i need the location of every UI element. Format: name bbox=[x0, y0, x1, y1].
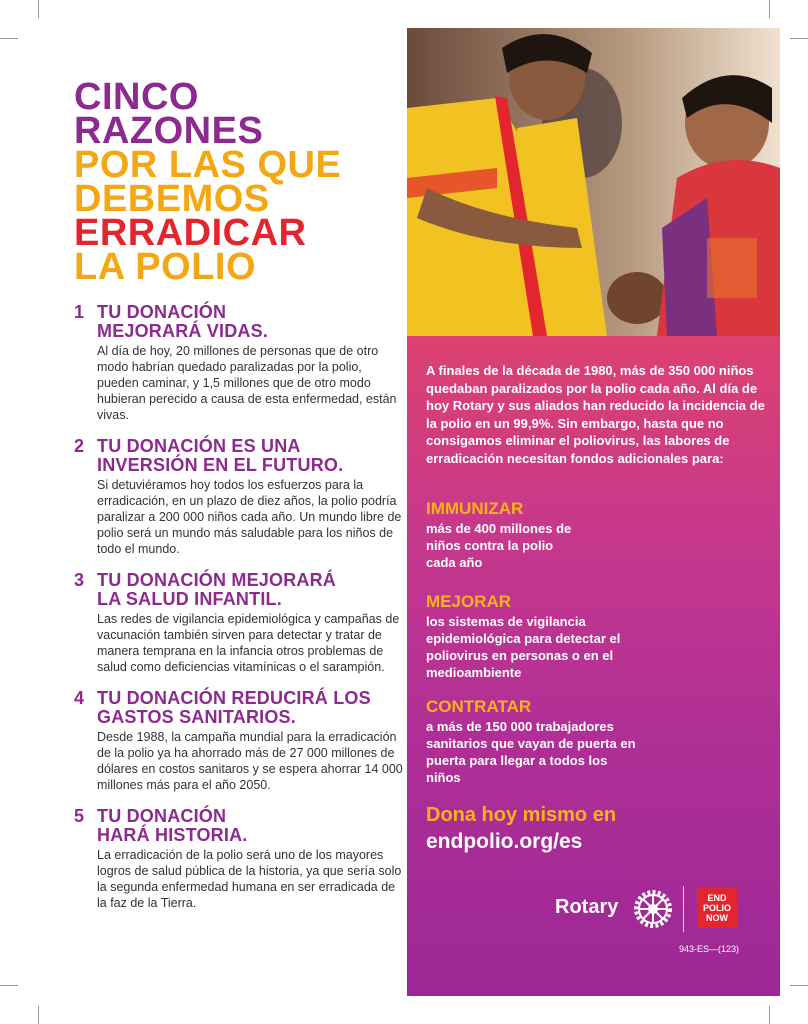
headline-line: CINCO bbox=[74, 76, 199, 118]
reason-title-line: TU DONACIÓN REDUCIRÁ LOS bbox=[97, 688, 371, 708]
action-title: IMMUNIZAR bbox=[426, 499, 524, 518]
action-improve bbox=[426, 592, 746, 681]
reason-title-line: LA SALUD INFANTIL. bbox=[97, 589, 282, 609]
reason-number: 2 bbox=[74, 436, 85, 456]
rotary-wheel-icon bbox=[631, 887, 675, 931]
reason-title bbox=[97, 571, 404, 609]
headline-line: ERRADICAR bbox=[74, 212, 307, 254]
crop-mark bbox=[790, 38, 808, 39]
reason-item bbox=[74, 689, 404, 793]
reason-title-line: HARÁ HISTORIA. bbox=[97, 825, 248, 845]
crop-mark bbox=[769, 0, 770, 18]
crop-mark bbox=[769, 1006, 770, 1024]
crop-mark bbox=[790, 985, 808, 986]
reason-title-line: TU DONACIÓN MEJORARÁ bbox=[97, 570, 337, 590]
crop-mark bbox=[38, 1006, 39, 1024]
reason-item bbox=[74, 807, 404, 911]
reason-body: Las redes de vigilancia epidemiológica y campañas de vacunación también sirven para detectar y tratar de manera temprana en la infancia otros problemas de salud como deficiencias vitamínicas o el sarampión. bbox=[97, 612, 400, 674]
headline bbox=[74, 76, 394, 288]
reason-title-line: TU DONACIÓN bbox=[97, 806, 227, 826]
logos bbox=[555, 884, 755, 934]
action-hire bbox=[426, 697, 746, 786]
end-polio-now-logo bbox=[697, 888, 737, 928]
vaccination-photo-illustration bbox=[407, 28, 780, 336]
action-title: CONTRATAR bbox=[426, 697, 532, 716]
document-code: 943-ES—(123) bbox=[679, 944, 740, 954]
headline-line: POR LAS QUE bbox=[74, 144, 342, 186]
reason-title bbox=[97, 807, 404, 845]
reason-title bbox=[97, 303, 404, 341]
panel-intro: A finales de la década de 1980, más de 350 000 niños quedaban paralizados por la polio cada año. Al día de hoy Rotary y sus aliados han reducido la incidencia de la polio en un 99,9%. Sin embargo, hasta que no consigamos eliminar el poliovirus, las labores de erradicación necesitan fondos adicionales para: bbox=[426, 363, 765, 466]
action-immunize bbox=[426, 499, 746, 571]
reason-title-line: GASTOS SANITARIOS. bbox=[97, 707, 296, 727]
crop-mark bbox=[0, 985, 18, 986]
reason-title bbox=[97, 437, 404, 475]
end-polio-logo-text: NOW bbox=[705, 913, 728, 923]
reason-title-line: INVERSIÓN EN EL FUTURO. bbox=[97, 455, 344, 475]
donate-link[interactable]: endpolio.org/es bbox=[426, 830, 583, 853]
reason-number: 1 bbox=[74, 302, 85, 322]
logo-divider bbox=[683, 886, 684, 932]
headline-line: LA POLIO bbox=[74, 246, 257, 288]
reason-title bbox=[97, 689, 404, 727]
headline-line: DEBEMOS bbox=[74, 178, 270, 220]
reason-number: 4 bbox=[74, 688, 85, 708]
donate-cta-text: Dona hoy mismo en bbox=[426, 804, 617, 826]
end-polio-logo-text: END bbox=[707, 893, 727, 903]
reason-number: 3 bbox=[74, 570, 85, 590]
reason-title-line: TU DONACIÓN ES UNA bbox=[97, 436, 301, 456]
action-body: a más de 150 000 trabajadores sanitarios que vayan de puerta en puerta para llegar a todos los niños bbox=[426, 719, 636, 785]
donate-cta bbox=[426, 802, 756, 856]
crop-mark bbox=[0, 38, 18, 39]
reason-item bbox=[74, 437, 404, 557]
reason-body: La erradicación de la polio será uno de los mayores logros de salud pública de la historia, ya que sería solo la segunda enfermedad humana en ser erradicada de la faz de la Tierra. bbox=[97, 848, 402, 910]
reason-title-line: TU DONACIÓN bbox=[97, 302, 227, 322]
info-panel bbox=[407, 336, 780, 996]
reason-body: Desde 1988, la campaña mundial para la erradicación de la polio ya ha ahorrado más de 27 000 millones de dólares en costos sanitaros y se espera ahorrar 14 000 millones más para el año 2050. bbox=[97, 730, 403, 792]
action-body: los sistemas de vigilancia epidemiológica para detectar el poliovirus en personas o en el medioambiente bbox=[426, 614, 621, 680]
reason-title-line: MEJORARÁ VIDAS. bbox=[97, 321, 269, 341]
reason-body: Si detuviéramos hoy todos los esfuerzos para la erradicación, en un plazo de diez años, la polio podría paralizar a 200 000 niños cada año. Un mundo libre de polio será un mundo más saludable para los niños de todo el mundo. bbox=[97, 478, 402, 556]
reasons-list bbox=[74, 303, 404, 925]
crop-mark bbox=[38, 0, 39, 18]
action-body: más de 400 millones de niños contra la polio cada año bbox=[426, 521, 572, 570]
vaccination-photo bbox=[407, 28, 780, 336]
headline-line: RAZONES bbox=[74, 110, 264, 152]
reason-item bbox=[74, 303, 404, 423]
action-title: MEJORAR bbox=[426, 592, 512, 611]
rotary-logo-text: Rotary bbox=[555, 896, 619, 918]
reason-item bbox=[74, 571, 404, 675]
reason-number: 5 bbox=[74, 806, 85, 826]
end-polio-logo-text: POLIO bbox=[702, 903, 731, 913]
reason-body: Al día de hoy, 20 millones de personas que de otro modo habrían quedado paralizadas por la polio, pueden caminar, y 1,5 millones que de otro modo hubieran perecido a causa de esta enfermedad, están vivas. bbox=[97, 344, 397, 422]
